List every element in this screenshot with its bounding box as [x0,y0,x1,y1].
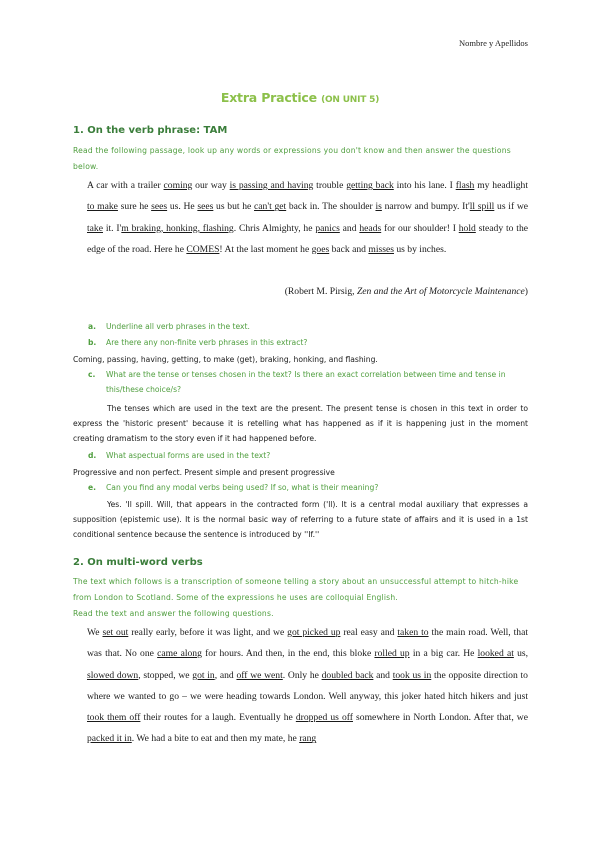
passage-run: trouble [313,180,347,191]
passage-run: my headlight [474,180,529,191]
passage-run: back in. The shoulder [286,201,376,213]
passage-run: for our shoulder! I [381,222,459,234]
passage-run: and [373,669,393,681]
answer-e: Yes. 'Il spill. Will, that appears in the contracted form ('ll). It is a central modal auxiliary that expresses a supposition (epistemic use). It is the normal basic way of referring to a future state of affairs and it is used in a 1st conditional sentence because the sentence is introduced by ''If.'' [73,500,528,539]
question-a [88,320,528,335]
answer-c: The tenses which are used in the text are the present. The present tense is chosen in this text in order to express the 'historic present' because it is retelling what has happened as if it is happening just in the moment creating dramatism to the story even if it had happened before. [73,404,528,443]
passage-run: us, [513,648,529,660]
section-2-passage [73,622,528,750]
passage-run: sure he [117,201,152,213]
passage-run: A car with a trailer [87,180,164,191]
question-text: What are the tense or tenses chosen in the text? Is there an exact correlation between time and tense in this/these choice/s? [106,370,506,394]
question-letter: d. [88,451,97,460]
passage-run: back and [329,243,369,255]
underlined-verb-phrase: COMES [186,243,220,255]
underlined-verb-phrase: dropped us off [295,712,353,724]
question-letter: e. [88,483,97,492]
passage-run: . Chris Almighty, he [233,222,316,234]
underlined-verb-phrase: panics [315,222,340,234]
citation-title: Zen and the Art of Motorcycle Maintenance [356,286,525,297]
underlined-verb-phrase: flash [455,180,475,191]
passage-run: , stopped, we [138,669,193,681]
passage-run: narrow and bumpy. It' [381,201,470,213]
section-1-passage [73,175,528,260]
passage-run: it. I' [102,222,122,234]
passage-run: real easy and [340,627,398,638]
passage-text [73,175,528,260]
question-text: Can you find any modal verbs being used? If so, what is their meaning? [106,483,379,492]
passage-run: . We had a bite to eat and then my mate, he [131,733,300,745]
passage-run: us. He [167,201,198,213]
passage-run: and [339,222,360,234]
section-2-instruction-2: Read the text and answer the following questions. [73,609,274,618]
passage-run: really early, before it was light, and we [128,627,288,638]
underlined-verb-phrase: coming [163,180,193,191]
passage-run: . Only he [282,669,322,681]
underlined-verb-phrase: rang [299,733,317,745]
question-text: What aspectual forms are used in the text? [106,451,271,460]
underlined-verb-phrase: got in [192,669,215,681]
underlined-verb-phrase: sees [151,201,168,213]
underlined-verb-phrase: packed it in [87,733,132,745]
underlined-verb-phrase: looked at [477,648,514,660]
underlined-verb-phrase: rolled up [374,648,410,660]
question-c [88,368,528,397]
section-2-heading: 2. On multi-word verbs [73,557,203,568]
title-sub: (ON UNIT 5) [321,95,380,105]
passage-run: We [87,627,103,638]
section-2-instruction: The text which follows is a transcription of someone telling a story about an unsuccessful attempt to hitch-hike from London to Scotland. Some of the expressions he uses are colloquial English. [73,577,519,602]
underlined-verb-phrase: goes [311,243,330,255]
question-letter: b. [88,338,97,347]
passage-run: us if we [494,201,529,213]
question-text: Are there any non-finite verb phrases in this extract? [106,338,308,347]
section-1-instruction: Read the following passage, look up any words or expressions you don't know and then answer the questions below. [73,146,511,171]
underlined-verb-phrase: off we went [236,669,283,681]
question-letter: a. [88,322,97,331]
underlined-verb-phrase: taken to [397,627,429,638]
underlined-verb-phrase: slowed down [87,669,139,681]
underlined-verb-phrase: doubled back [321,669,374,681]
citation-end: ) [524,286,528,297]
student-name-header: Nombre y Apellidos [459,38,528,48]
question-d [88,449,528,464]
underlined-verb-phrase: took us in [392,669,432,681]
underlined-verb-phrase: sees [197,201,214,213]
underlined-verb-phrase: hold [458,222,476,234]
citation [285,286,528,297]
passage-run: somewhere in North London. After that, we [352,712,528,724]
passage-run: for hours. And then, in the end, this bloke [201,648,375,660]
underlined-verb-phrase: came along [157,648,202,660]
underlined-verb-phrase: take [87,222,103,234]
section-1-heading: 1. On the verb phrase: TAM [73,125,228,136]
underlined-verb-phrase: misses [368,243,394,255]
passage-run: steady to the edge of the road. Here he [87,222,528,255]
passage-run: the opposite direction to where we wanted to go – we were heading towards London. Well anyway, this joker hated hitch hikers and just [87,669,528,702]
question-letter: c. [88,370,96,379]
passage-run: our way [192,180,230,191]
passage-run: in a big car. He [409,648,478,660]
passage-text [73,622,528,750]
question-text: Underline all verb phrases in the text. [106,322,250,331]
citation-author: (Robert M. Pirsig, [284,286,357,297]
underlined-verb-phrase: is [375,201,382,213]
underlined-verb-phrase: ll spill [469,201,495,213]
passage-run: their routes for a laugh. Eventually he [140,712,296,724]
page-title [0,90,600,105]
underlined-verb-phrase: getting back [346,180,394,191]
answer-d: Progressive and non perfect. Present simple and present progressive [73,468,335,477]
underlined-verb-phrase: can't get [254,201,287,213]
underlined-verb-phrase: heads [359,222,382,234]
passage-run: the main road. Well, that was that. No one [87,627,528,660]
passage-run: , and [214,669,237,681]
underlined-verb-phrase: set out [102,627,129,638]
underlined-verb-phrase: to make [87,201,118,213]
passage-run: ! At the last moment he [219,243,312,255]
passage-run: us by inches. [393,243,447,255]
underlined-verb-phrase: m braking, honking, flashing [121,222,234,234]
passage-run: into his lane. I [393,180,456,191]
question-b [88,336,528,351]
title-main: Extra Practice [220,90,317,105]
underlined-verb-phrase: got picked up [287,627,341,638]
underlined-verb-phrase: took them off [87,712,141,724]
underlined-verb-phrase: is passing and having [229,180,314,191]
question-e [88,481,528,496]
passage-run: us but he [213,201,255,213]
answer-b: Coming, passing, having, getting, to make (get), braking, honking, and flashing. [73,355,378,364]
